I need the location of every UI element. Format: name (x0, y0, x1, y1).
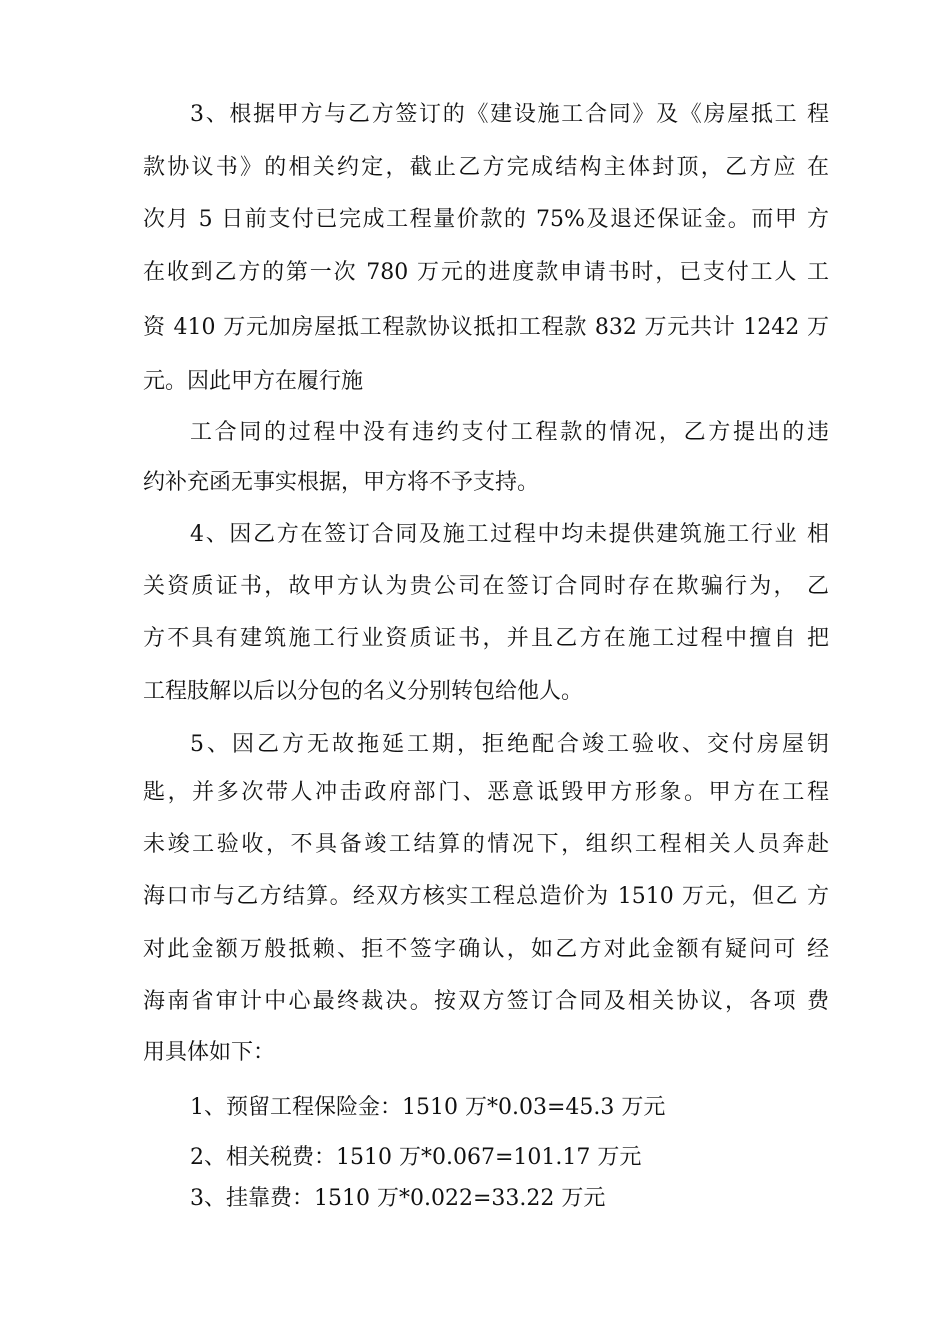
paragraph-5-line-5: 对此金额万般抵赖、拒不签字确认，如乙方对此金额有疑问可 经 (143, 937, 829, 962)
fee-item-3: 3、挂靠费：1510 万*0.022=33.22 万元 (190, 1186, 606, 1211)
paragraph-4-line-3: 方不具有建筑施工行业资质证书，并且乙方在施工过程中擅自 把 (143, 626, 829, 651)
paragraph-3-line-3: 次月 5 日前支付已完成工程量价款的 75%及退还保证金。而甲 方 (143, 207, 829, 232)
fee-item-2: 2、相关税费：1510 万*0.067=101.17 万元 (190, 1145, 642, 1170)
paragraph-3-cont-line-2: 约补充函无事实根据，甲方将不予支持。 (143, 470, 540, 495)
paragraph-3-line-2: 款协议书》的相关约定，截止乙方完成结构主体封顶，乙方应 在 (143, 155, 829, 180)
paragraph-4-line-1: 4、因乙方在签订合同及施工过程中均未提供建筑施工行业 相 (190, 522, 829, 547)
paragraph-5-line-7: 用具体如下： (143, 1040, 276, 1065)
fee-item-1: 1、预留工程保险金：1510 万*0.03=45.3 万元 (190, 1095, 666, 1120)
paragraph-5-line-3: 未竣工验收，不具备竣工结算的情况下，组织工程相关人员奔赴 (143, 832, 829, 857)
paragraph-3-line-5: 资 410 万元加房屋抵工程款协议抵扣工程款 832 万元共计 1242 万 (143, 315, 829, 340)
paragraph-3-line-6: 元。因此甲方在履行施 (143, 369, 364, 394)
paragraph-4-line-2: 关资质证书，故甲方认为贵公司在签订合同时存在欺骗行为， 乙 (143, 574, 829, 599)
paragraph-5-line-4: 海口市与乙方结算。经双方核实工程总造价为 1510 万元，但乙 方 (143, 884, 829, 909)
paragraph-3-cont-line-1: 工合同的过程中没有违约支付工程款的情况，乙方提出的违 (190, 420, 829, 445)
paragraph-3-line-1: 3、根据甲方与乙方签订的《建设施工合同》及《房屋抵工 程 (190, 102, 829, 127)
paragraph-5-line-1: 5、因乙方无故拖延工期，拒绝配合竣工验收、交付房屋钥 (190, 732, 829, 757)
paragraph-5-line-6: 海南省审计中心最终裁决。按双方签订合同及相关协议，各项 费 (143, 989, 829, 1014)
paragraph-5-line-2: 匙，并多次带人冲击政府部门、恶意诋毁甲方形象。甲方在工程 (143, 780, 829, 805)
paragraph-3-line-4: 在收到乙方的第一次 780 万元的进度款申请书时，已支付工人 工 (143, 260, 829, 285)
paragraph-4-line-4: 工程肢解以后以分包的名义分别转包给他人。 (143, 679, 584, 704)
